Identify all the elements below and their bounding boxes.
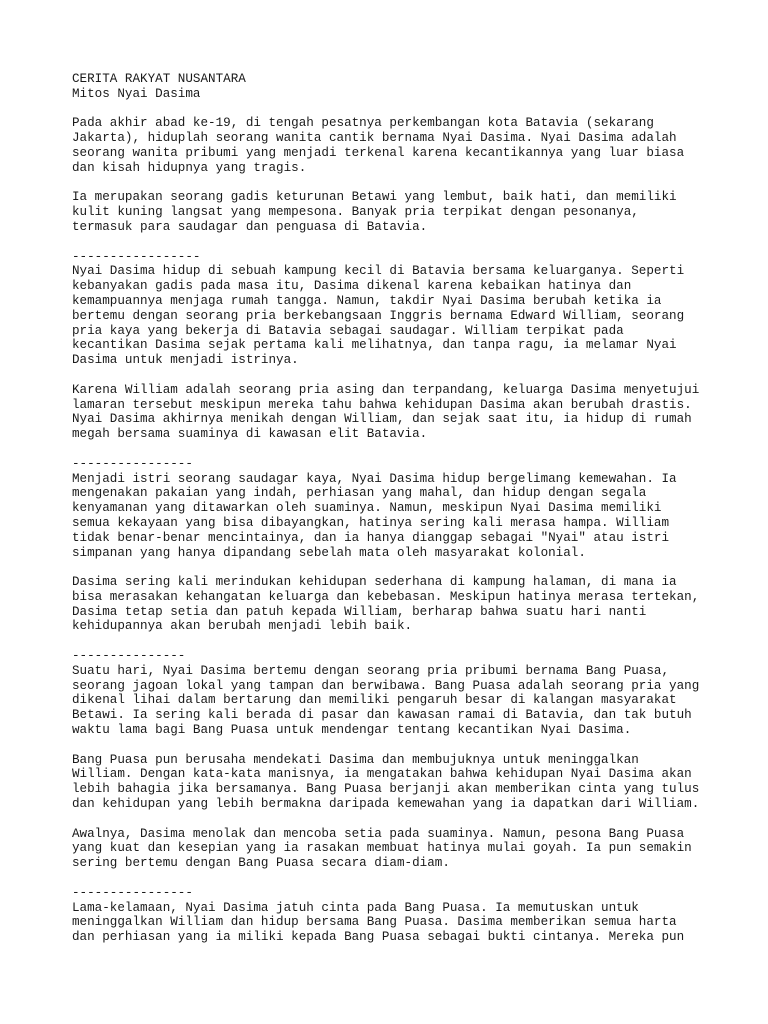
document-title: CERITA RAKYAT NUSANTARA [72,72,246,86]
text-line: Pada akhir abad ke-19, di tengah pesatnya perkembangan kota Batavia (sekarang [72,116,654,131]
paragraph [72,250,712,368]
text-line: tidak benar-benar mencintainya, dan ia hanya dianggap sebagai "Nyai" atau istri [72,530,670,545]
text-line: sering bertemu dengan Bang Puasa secara diam-diam. [72,856,450,871]
document-subtitle: Mitos Nyai Dasima [72,86,201,101]
text-line: yang kuat dan kesepian yang ia rasakan membuat hatinya mulai goyah. Ia pun semakin [72,841,692,856]
paragraph [72,190,712,234]
text-line: Dasima tetap setia dan patuh kepada William, berharap bahwa suatu hari nanti [72,604,647,619]
document-header [72,72,712,102]
text-line: kulit kuning langsat yang mempesona. Banyak pria terpikat dengan pesonanya, [72,205,639,220]
paragraph [72,753,712,812]
text-line: kemampuannya menjaga rumah tangga. Namun, takdir Nyai Dasima berubah ketika ia [72,293,662,308]
text-line: mengenakan pakaian yang indah, perhiasan yang mahal, dan hidup dengan segala [72,486,647,501]
text-line: Betawi. Ia sering kali berada di pasar dan kawasan ramai di Batavia, dan tak butuh [72,708,692,723]
section-separator: ---------------- [72,456,193,471]
section-separator: --------------- [72,649,186,664]
paragraph [72,383,712,442]
text-line: simpanan yang hanya dipandang sebelah mata oleh masyarakat kolonial. [72,545,586,560]
text-line: Menjadi istri seorang saudagar kaya, Nyai Dasima hidup bergelimang kemewahan. Ia [72,471,677,486]
text-line: Dasima sering kali merindukan kehidupan sederhana di kampung halaman, di mana ia [72,575,677,590]
text-line: Nyai Dasima akhirnya menikah dengan William, dan sejak saat itu, ia hidup di rumah [72,412,692,427]
paragraph [72,116,712,175]
text-line: kebanyakan gadis pada masa itu, Dasima dikenal karena kebaikan hatinya dan [72,279,632,294]
text-line: Ia merupakan seorang gadis keturunan Betawi yang lembut, baik hati, dan memiliki [72,190,677,205]
text-line: megah bersama suaminya di kawasan elit Batavia. [72,427,428,442]
text-line: bisa merasakan kehangatan keluarga dan kebebasan. Meskipun hatinya merasa tertekan, [72,589,700,604]
text-line: meninggalkan William dan hidup bersama Bang Puasa. Dasima memberikan semua harta [72,915,677,930]
text-line: dan perhiasan yang ia miliki kepada Bang Puasa sebagai bukti cintanya. Mereka pun [72,930,685,945]
text-line: dan kisah hidupnya yang tragis. [72,160,307,175]
story-text [72,116,712,945]
text-line: dan kehidupan yang lebih bermakna daripada kemewahan yang ia dapatkan dari William. [72,797,700,812]
text-line: bertemu dengan seorang pria berkebangsaan Inggris bernama Edward William, seorang [72,308,685,323]
paragraph [72,649,712,738]
text-line: pria kaya yang bekerja di Batavia sebagai saudagar. William terpikat pada [72,323,624,338]
text-line: Jakarta), hiduplah seorang wanita cantik bernama Nyai Dasima. Nyai Dasima adalah [72,131,677,146]
text-line: semua kekayaan yang bisa dibayangkan, hatinya sering kali merasa hampa. William [72,515,670,530]
text-line: waktu lama bagi Bang Puasa untuk mendengar tentang kecantikan Nyai Dasima. [72,723,632,738]
text-line: seorang wanita pribumi yang menjadi terkenal karena kecantikannya yang luar biasa [72,145,685,160]
document-body [72,72,712,945]
text-line: kenyamanan yang ditawarkan oleh suaminya. Namun, meskipun Nyai Dasima memiliki [72,501,662,516]
text-line: seorang jagoan lokal yang tampan dan berwibawa. Bang Puasa adalah seorang pria yang [72,678,700,693]
text-line: kehidupannya akan berubah menjadi lebih baik. [72,619,413,634]
section-separator: ---------------- [72,885,193,900]
section-separator: ----------------- [72,249,201,264]
text-line: Suatu hari, Nyai Dasima bertemu dengan seorang pria pribumi bernama Bang Puasa, [72,663,670,678]
paragraph [72,827,712,871]
text-line: William. Dengan kata-kata manisnya, ia mengatakan bahwa kehidupan Nyai Dasima akan [72,767,692,782]
text-line: Nyai Dasima hidup di sebuah kampung kecil di Batavia bersama keluarganya. Seperti [72,264,685,279]
text-line: Karena William adalah seorang pria asing dan terpandang, keluarga Dasima menyetujui [72,382,700,397]
text-line: Bang Puasa pun berusaha mendekati Dasima dan membujuknya untuk meninggalkan [72,752,639,767]
text-line: termasuk para saudagar dan penguasa di Batavia. [72,219,428,234]
text-line: lebih bahagia jika bersamanya. Bang Puasa berjanji akan memberikan cinta yang tulus [72,782,700,797]
paragraph [72,457,712,561]
text-line: lamaran tersebut meskipun mereka tahu bahwa kehidupan Dasima akan berubah drastis. [72,397,692,412]
text-line: dikenal lihai dalam bertarung dan memiliki pengaruh besar di kalangan masyarakat [72,693,677,708]
text-line: Dasima untuk menjadi istrinya. [72,353,299,368]
paragraph [72,886,712,945]
paragraph [72,575,712,634]
text-line: Lama-kelamaan, Nyai Dasima jatuh cinta pada Bang Puasa. Ia memutuskan untuk [72,900,639,915]
text-line: kecantikan Dasima sejak pertama kali melihatnya, dan tanpa ragu, ia melamar Nyai [72,338,677,353]
text-line: Awalnya, Dasima menolak dan mencoba setia pada suaminya. Namun, pesona Bang Puasa [72,826,685,841]
